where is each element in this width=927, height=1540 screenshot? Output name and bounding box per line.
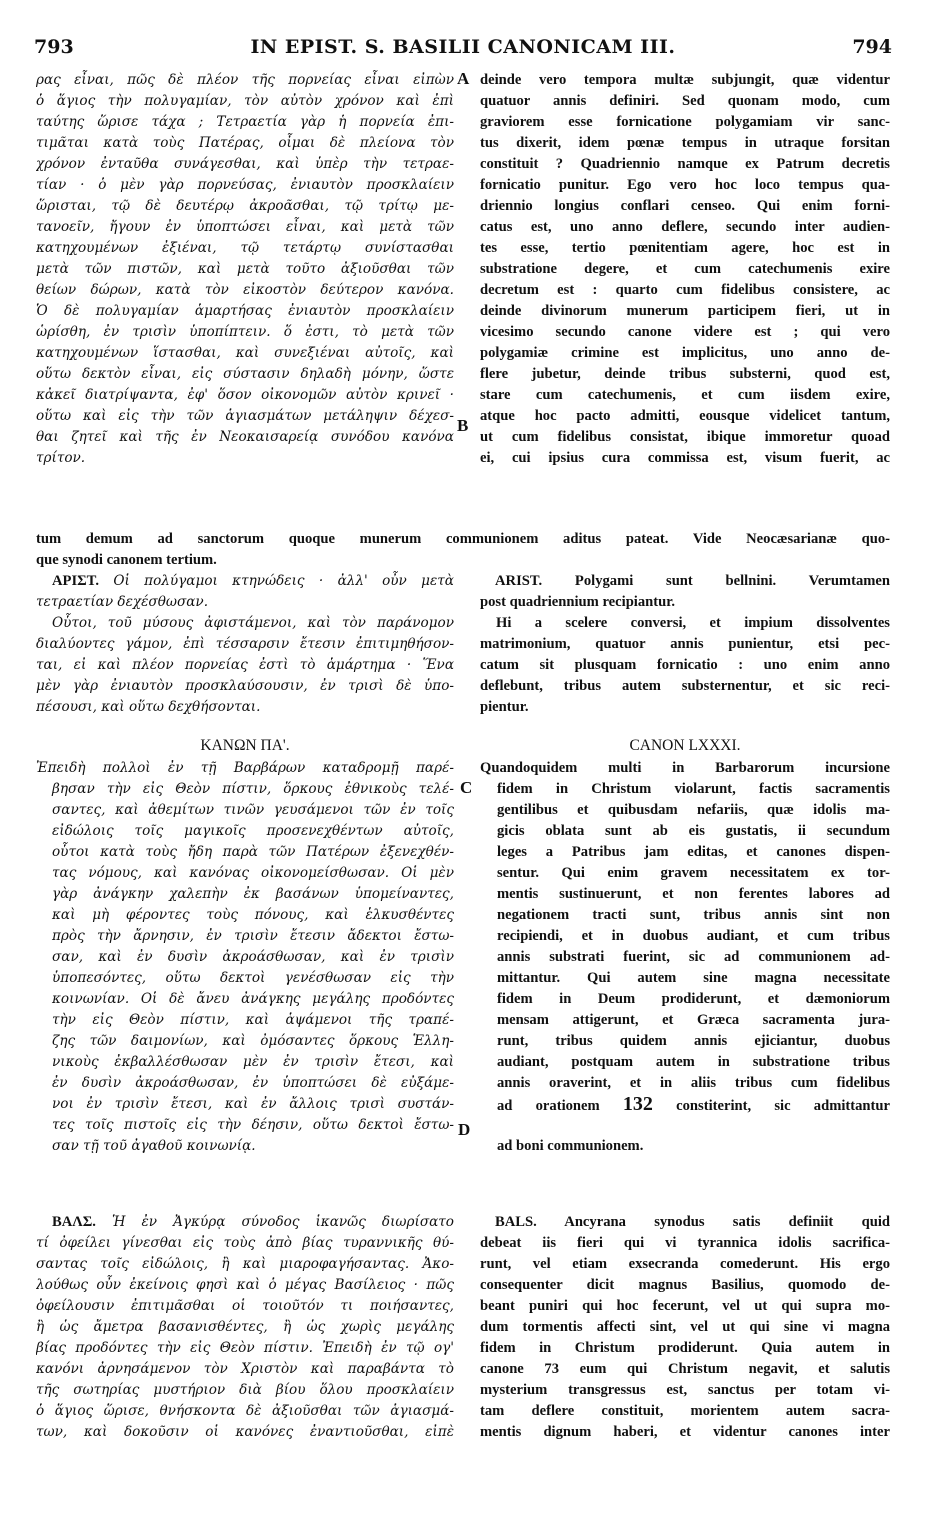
text-line: fornicatio punitur. Ego vero hoc loco tempus qua- [480,177,890,193]
text-line: fidem in Christum prodiderunt. Quia autem in [480,1340,890,1356]
latin-bals-section [495,1212,890,1233]
text-line: deflebunt, tribus autem substernentur, et sic reci- [480,678,890,694]
greek-canon-title: ΚΑΝΩΝ ΠΑ'. [200,737,290,754]
text-line: γὰρ ἀνάγκην χαλεπὴν ἐκ βασάνων ὑπομείναντες, [52,886,454,902]
text-line: βίας προδόντες τὴν εἰς Θεὸν πίστιν. Ἐπειδὴ ἐν τῷ ογ' [36,1340,454,1356]
text-line: κἀκεῖ διατρίψαντα, ἐφ' ὅσον οἰκονομῶν αὐτὸν κρινεῖ · [36,387,454,403]
text-line: ὁ ἅγιος ὥρισε, θνήσκοντα δὲ ἀξιοῦσθαι τῶν ἁγιασμά- [36,1403,454,1419]
text-line: λούθως οὖν ἐκείνοις φησὶ καὶ ὁ μέγας Βασίλειος · πῶς [36,1277,454,1293]
text-line: canone 73 eum qui Christum negavit, et salutis [480,1361,890,1377]
latin-canon-line [497,1094,890,1115]
text-line: sentur. Qui enim gravem necessitatem ex tor- [497,865,890,881]
text-line: ἢ ὡς ἄμετρα βασανισθέντες, ἢ ὡς χωρὶς μεγάλης [36,1319,454,1335]
text-line: θαι ζητεῖ καὶ τῆς ἐν Νεοκαισαρείᾳ συνόδου κανόνα [36,429,454,445]
text-line: Quandoquidem multi in Barbarorum incursione [480,760,890,776]
text-line: ἐν δυσὶν ἀκροάσθωσαν, ἐν ὑποπτώσει δὲ εὐξάμε- [52,1075,454,1091]
text-line: runt, vel etiam exsecranda comederunt. His ergo [480,1256,890,1272]
text-line: substratione degere, et cum catechumenis exire [480,261,890,277]
text-line: πρὸς τὴν ἄρνησιν, ἐν τρισὶν ἔτεσιν ἄδεκτοι ἔστω- [52,928,454,944]
text-line: tes esse, tertio pœnitentiam agere, hoc est in [480,240,890,256]
text-line: θείων δώρων, κατὰ τὸν εἰκοστὸν δεύτερον κανόνα. [36,282,454,298]
text-line: κατηχουμένων ἵστασθαι, καὶ συνεξιέναι αὐτοῖς, καὶ [36,345,454,361]
text-line: catum sit plusquam fornicatio : uno enim anno [480,657,890,673]
text-line: ρας εἶναι, πῶς δὲ πλέον τῆς πορνείας εἶναι εἰπὼν [36,72,454,88]
text-line: runt, tribus quidem annis ejiciantur, duobus [497,1033,890,1049]
greek-arist-section [52,571,454,592]
text-line: τετραετίαν δεχέσθωσαν. [36,594,209,610]
text-line: pientur. [480,699,529,715]
text-line: σαντας τοῖς εἰδώλοις, ἢ καὶ μιαροφαγήσαντας. Ἀκο- [36,1256,454,1272]
text-line: ὥρισται, τῷ δὲ δευτέρῳ ἀκροᾶσθαι, τῷ τρίτῳ με- [36,198,454,214]
text-line: κατηχουμένων ἐξιέναι, τῷ τετάρτῳ συνίστασθαι [36,240,454,256]
text-line: flere jubetur, deinde tribus substerni, quod est, [480,366,890,382]
text-line: πέσουσι, καὶ οὕτω δεχθήσονται. [36,699,261,715]
latin-bals-first-line [495,1212,890,1233]
latin-arist-summary: Polygami sunt bellnini. Verumtamen [574,573,890,589]
text-line: των, καὶ δοκοῦσιν οἱ κανόνες ἐναντιοῦσθαι, εἰπὲ [36,1424,454,1440]
text-line: τί ὀφείλει γίνεσθαι εἰς τοὺς ἀπὸ βίας τυραννικῆς θύ- [36,1235,454,1251]
text-line: καὶ μὴ φέροντες τοὺς πόνους, καὶ ἑλκυσθέντες [52,907,454,923]
greek-bals-section [52,1212,454,1233]
greek-commentary-top [36,70,454,469]
text-line: κανόνι ἀρνησάμενον τὸν Χριστὸν καὶ παραβάντα τὸ [36,1361,454,1377]
text-line: post quadriennium recipiantur. [480,594,676,610]
text-line: νοι ἐν τρισὶν ἔτεσι, καὶ ἐν ἄλλοις τρισὶ συστάν- [52,1096,454,1112]
greek-bals-first: Ἡ ἐν Ἀγκύρᾳ σύνοδος ἱκανῶς διωρίσατο [111,1214,454,1230]
text-line: μετὰ τῶν πιστῶν, καὶ μετὰ τοῦτο ἀξιοῦσθαι τῶν [36,261,454,277]
text-line: decretum est : quarto cum fidelibus consistere, ac [480,282,890,298]
greek-arist-label: ΑΡΙΣΤ. [52,573,99,589]
latin-canon-line-pre: ad orationem [497,1098,600,1114]
text-line: διαλύοντες γάμον, ἐπὶ τέσσαρσιν ἔτεσιν ἐπιτιμηθήσον- [36,636,454,652]
latin-canon-last-line [497,1136,890,1157]
greek-bals-label: ΒΑΛΣ. [52,1214,96,1230]
text-line: mysterium transgressus est, sanctus per totam vi- [480,1382,890,1398]
text-line: gentilibus et quibusdam nefariis, quæ idolis ma- [497,802,890,818]
column-marker-d: D [458,1120,471,1139]
text-line: mentis dignum haberi, et videntur canones inter [480,1424,890,1440]
text-line: fidem in Christum violarunt, factis sacramentis [497,781,890,797]
text-line: que synodi canonem tertium. [36,552,217,568]
text-line: Οὗτοι, τοῦ μύσους ἀφιστάμενοι, καὶ τὸν παράνομον [52,615,454,631]
text-line: audiant, postquam autem in substratione tribus [497,1054,890,1070]
text-line: τιμᾶται κατὰ τοὺς Πατέρας, οἶμαι δὲ πλείονα τὸν [36,135,454,151]
text-line: stare cum catechumenis, et cum iisdem exire, [480,387,890,403]
text-line: annis oraverint, et in aliis tribus cum fidelibus [497,1075,890,1091]
text-line: graviorem esse fornicatione polygamiam vir sanc- [480,114,890,130]
text-line: Ἐπειδὴ πολλοὶ ἐν τῇ Βαρβάρων καταδρομῇ παρέ- [36,760,454,776]
text-line: μὲν γὰρ ἐνιαυτὸν προσκλαύσουσιν, ἐν τρισὶ δὲ ὑπο- [36,678,454,694]
text-line: τῆς σωτηρίας μυστήριον διὰ βίου ὅλου προσκλαίειν [36,1382,454,1398]
text-line: mittantur. Qui autem sine magna necessitate [497,970,890,986]
greek-canon-text [36,758,454,1157]
greek-bals-body [36,1233,454,1443]
text-line: οὕτω καὶ εἰς τὴν τῶν ἁγιασμάτων μετάληψιν δέχεσ- [36,408,454,424]
text-line: driennio longius conflari censeo. Qui enim forni- [480,198,890,214]
running-title: IN EPIST. S. BASILII CANONICAM III. [250,36,676,58]
text-line: tum demum ad sanctorum quoque munerum communionem aditus pateat. Vide Neocæsarianæ quo- [36,531,890,547]
latin-bals-label: BALS. [495,1214,537,1230]
text-line: τὴν εἰς Θεὸν πίστιν, καὶ ἁψάμενοι τῆς τραπέ- [52,1012,454,1028]
latin-bals-body [480,1233,890,1443]
text-line: εἰδώλοις τοῖς μαγικοῖς προσενεχθέντων αὐτοῖς, [52,823,454,839]
greek-arist-summary: Οἱ πολύγαμοι κτηνώδεις · ἀλλ' οὖν μετὰ [113,573,454,589]
text-line: τας νόμους, καὶ κανόνας οἰκονομείσθωσαν. Οἱ μὲν [52,865,454,881]
column-marker-a: A [457,69,470,88]
latin-commentary-full-width [36,529,890,571]
text-line: gicis oblata sunt ab eis gustatis, ii secundum [497,823,890,839]
text-line: recipiendi, et in duobus audiant, et cum tribus [497,928,890,944]
text-line: σαν τῇ τοῦ ἀγαθοῦ κοινωνίᾳ. [52,1138,256,1154]
text-line: beant puniri qui hoc fecerunt, vel ut qui supra mo- [480,1298,890,1314]
text-line: quatuor annis definiri. Sed quonam modo, cum [480,93,890,109]
text-line: dum tormentis affecti sint, vel ut qui sine vi magna [480,1319,890,1335]
text-line: χρόνον ἐνταῦθα συνάγεσθαι, καὶ ὑπὲρ τὴν τετραε- [36,156,454,172]
greek-bals-first-line [52,1212,454,1233]
text-line: deinde vero tempora multæ subjungit, quæ videntur [480,72,890,88]
text-line: ταύτης ὥρισε τάχα ; Τετραετία γὰρ ἡ πορνεία ἐπι- [36,114,454,130]
text-line: deinde divinorum munerum participem fieri, ut in [480,303,890,319]
text-line: atque hoc pacto admitti, eousque videlicet tantum, [480,408,890,424]
text-line: ὑποπεσόντες, οὕτω δεκτοὶ γενέσθωσαν εἰς τὴν [52,970,454,986]
text-line: Hi a scelere conversi, et impium dissolventes [496,615,890,631]
latin-arist-line [495,571,890,592]
latin-arist-label: ARIST. [495,573,543,589]
text-line: negationem tracti sunt, tribus annis sint non [497,907,890,923]
page-number-marginal: 132 [622,1094,653,1115]
latin-commentary-top [480,70,890,469]
text-line: tam deflere constituit, morientem autem sacra- [480,1403,890,1419]
text-line: leges a Patribus jam editas, et canones dispen- [497,844,890,860]
text-line: ζης τῶν δαιμονίων, καὶ ὀμόσαντες ὅρκους Ἑλλη- [52,1033,454,1049]
text-line: fidem in Deum prodiderunt, et dæmoniorum [497,991,890,1007]
running-header [34,36,892,64]
text-line: tus dixerit, idem pœnæ tempus in utraque forsitan [480,135,890,151]
text-line: matrimonium, quatuor annis punientur, etsi pec- [480,636,890,652]
greek-arist-line [52,571,454,592]
latin-canon-title: CANON LXXXI. [629,737,741,754]
text-line: catus est, uno anno deflere, secundo inter audien- [480,219,890,235]
text-line: τρίτον. [36,450,86,466]
text-line: Ὁ δὲ πολυγαμίαν ἁμαρτήσας ἐνιαυτὸν προσκλαίειν [36,303,454,319]
latin-canon-last: ad boni communionem. [497,1138,644,1154]
text-line: constituit ? Quadriennio namque ex Patrum decretis [480,156,890,172]
latin-arist-section [495,571,890,592]
latin-canon-page-line [497,1094,890,1115]
text-line: νικοὺς ἐκβαλλέσθωσαν μὲν ἐν τρισὶν ἔτεσι, καὶ [52,1054,454,1070]
text-line: τες τοῖς πιστοῖς εἰς τὴν δέησιν, οὕτω δεκτοὶ ἔστω- [52,1117,454,1133]
text-line: σαν, καὶ ἐν δυσὶν ἀκροάσθωσαν, καὶ ἐν τρισὶν [52,949,454,965]
latin-canon-line-post: constiterint, sic admittantur [676,1098,890,1114]
text-line: τανοεῖν, ἤγουν ἐν ὑποπτώσει εἶναι, καὶ μετὰ τῶν [36,219,454,235]
text-line: ὡρίσθη, ἐν τρισὶν ὑποπίπτειν. ὅ ἐστι, τὸ μετὰ τῶν [36,324,454,340]
greek-arist-body [36,592,454,718]
column-marker-c: C [460,778,473,797]
text-line: ei, cui ipsius cura commissa est, visum fuerit, ac [480,450,890,466]
latin-arist-body [480,592,890,718]
text-line: σαντες, καὶ ἀθεμίτων τινῶν γευσάμενοι τῶν ἐν τοῖς [52,802,454,818]
text-line: mensam attigerunt, et Græca sacramenta jura- [497,1012,890,1028]
latin-canon-text [480,758,890,1094]
text-line: κοινωνίαν. Οἱ δὲ ἄνευ ἀνάγκης μεγάλης προδόντες [52,991,454,1007]
column-marker-b: B [457,416,469,435]
text-line: vicesimo secundo canone videre est ; qui vero [480,324,890,340]
text-line: τίαν · ὁ μὲν γὰρ πορνεύσας, ἐνιαυτὸν προσκλαίειν [36,177,454,193]
text-line: mentis sustinuerunt, et non ferentes labores ad [497,886,890,902]
page-number-right: 794 [852,36,892,58]
text-line: ut cum fidelibus consistat, ibique immoretur quoad [480,429,890,445]
text-line: ὀφείλουσιν ἐπιτιμᾶσθαι οἱ τοιοῦτόν τι ποιήσαντες, [36,1298,454,1314]
text-line: ται, εἰ καὶ πλέον πορνείας ἐστὶ τὸ ἁμάρτημα · Ἕνα [36,657,454,673]
text-line: debeat iis fieri qui vi tyrannica idolis sacrifica- [480,1235,890,1251]
page-number-left: 793 [34,36,74,58]
text-line: consequenter dicit magnus Basilius, quomodo de- [480,1277,890,1293]
text-line: ὁ ἅγιος τὴν πολυγαμίαν, τὸν αὐτὸν χρόνον καὶ ἐπὶ [36,93,454,109]
text-line: οὗτοι κατὰ τοὺς ἤδη παρὰ τῶν Πατέρων ἐξενεχθέν- [52,844,454,860]
latin-bals-first: Ancyrana synodus satis definiit quid [564,1214,890,1230]
text-line: οὕτω δεκτὸν εἶναι, εἰς σύστασιν δηλαδὴ μόνην, ὥστε [36,366,454,382]
text-line: annis substrati fuerint, sic ad communionem ad- [497,949,890,965]
text-line: βησαν τὴν εἰς Θεὸν πίστιν, ὅρκους ἐθνικοὺς τελέ- [52,781,454,797]
text-line: polygamiæ crimine est implicitus, uno anno de- [480,345,890,361]
